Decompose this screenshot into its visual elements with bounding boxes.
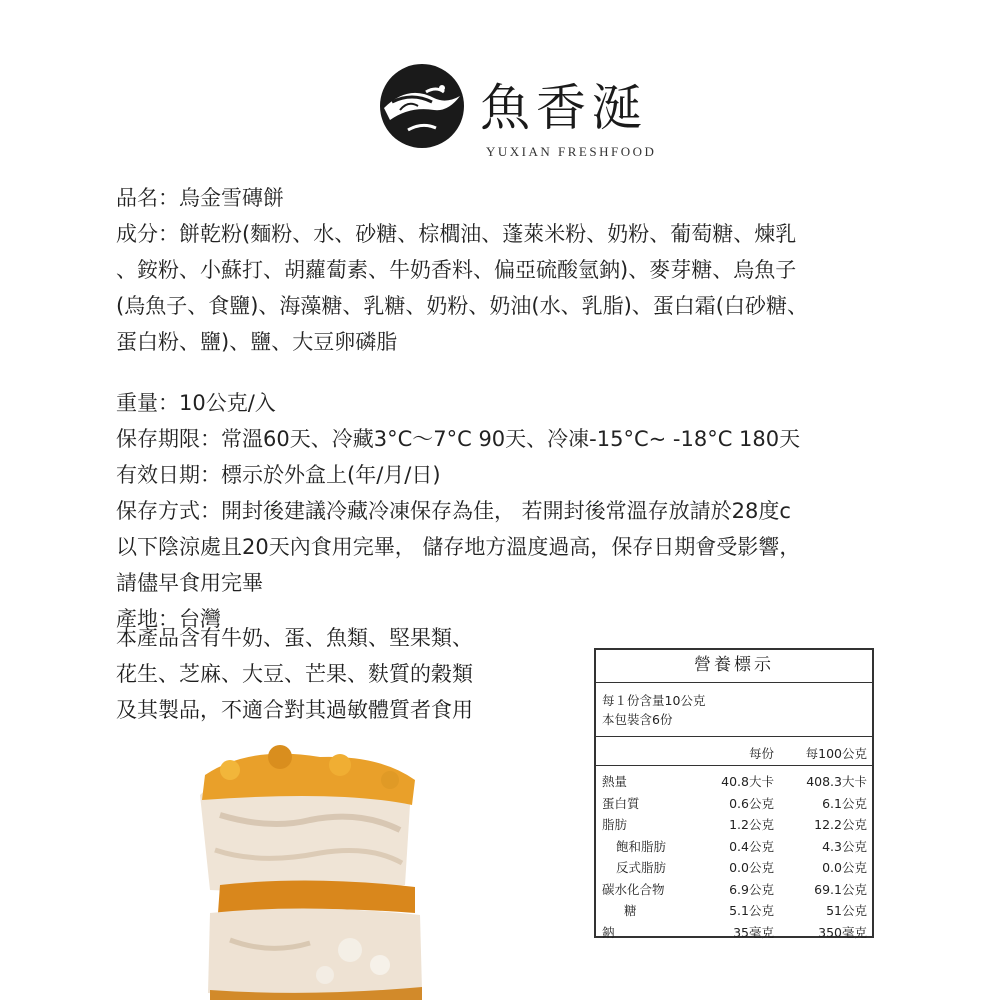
table-row	[596, 854, 872, 876]
table-row	[596, 876, 872, 898]
nutrient-name: 碳水化合物	[602, 881, 665, 897]
storage-info-block	[116, 385, 800, 637]
fish-emblem-icon	[378, 62, 466, 150]
nutrient-name: 反式脂肪	[616, 860, 667, 875]
nutrient-name: 熱量	[602, 774, 628, 789]
brand-logo	[378, 62, 678, 162]
nutrient-per: 0.6公克	[729, 795, 774, 811]
storage-line: 保存方式：開封後建議冷藏冷凍保存為佳， 若開封後常溫存放請於28度c	[116, 499, 791, 523]
servings-per-package: 本包裝含6份	[602, 712, 673, 727]
col-per-100g: 每100公克	[805, 746, 867, 761]
nutrient-per100: 69.1公克	[814, 881, 867, 897]
nutrient-per100: 6.1公克	[822, 795, 867, 811]
nutrition-table	[594, 648, 874, 938]
table-row	[596, 768, 872, 790]
storage-line: 請儘早食用完畢	[116, 571, 263, 595]
expiry-line: 有效日期：標示於外盒上(年/月/日)	[116, 463, 441, 487]
product-info-block	[116, 180, 808, 360]
nutrient-per: 1.2公克	[729, 817, 774, 832]
nutrient-per: 0.4公克	[729, 838, 774, 854]
nutrient-per100: 408.3大卡	[806, 774, 867, 789]
nutrient-per: 40.8大卡	[721, 774, 774, 789]
nutrient-name: 糖	[624, 903, 637, 918]
allergen-line: 花生、芝麻、大豆、芒果、麩質的穀類	[116, 662, 473, 686]
nutrient-per100: 0.0公克	[822, 860, 867, 875]
nutrient-name: 飽和脂肪	[616, 838, 667, 854]
allergen-block	[116, 620, 473, 728]
nutrition-serving	[596, 683, 872, 737]
brand-name: 魚香涎	[480, 79, 648, 137]
shelf-life-line: 保存期限：常溫60天、冷藏3°C～7°C 90天、冷凍-15°C~ -18°C 180天	[116, 427, 801, 451]
nutrient-per: 0.0公克	[729, 860, 774, 875]
table-row	[596, 897, 872, 919]
col-per-serving: 每份	[748, 746, 774, 761]
nutrition-rows	[596, 766, 872, 940]
nutrient-per100: 350毫克	[818, 924, 867, 940]
product-name-line: 品名：烏金雪磚餅	[116, 186, 284, 210]
nutrition-header	[596, 737, 872, 766]
table-row	[596, 919, 872, 941]
ingredients-line: 、銨粉、小蘇打、胡蘿蔔素、牛奶香料、偏亞硫酸氫鈉)、麥芽糖、烏魚子	[116, 258, 797, 282]
allergen-line: 及其製品，不適合對其過敏體質者食用	[116, 698, 473, 722]
nutrient-per100: 51公克	[826, 903, 867, 918]
nutrient-name: 脂肪	[602, 817, 628, 832]
brand-subtitle: YUXIAN FRESHFOOD	[486, 144, 657, 159]
nutrient-name: 蛋白質	[602, 795, 640, 811]
ingredients-line: 成分：餅乾粉(麵粉、水、砂糖、棕櫚油、蓬萊米粉、奶粉、葡萄糖、煉乳	[116, 222, 797, 246]
ingredients-line: 蛋白粉、鹽)、鹽、大豆卵磷脂	[116, 330, 398, 354]
nutrient-per100: 12.2公克	[814, 817, 867, 832]
storage-line: 以下陰涼處且20天內食用完畢， 儲存地方溫度過高，保存日期會受影響，	[116, 535, 801, 559]
nutrition-title: 營養標示	[596, 650, 872, 683]
allergen-line: 本產品含有牛奶、蛋、魚類、堅果類、	[116, 626, 473, 650]
nutrient-per100: 4.3公克	[822, 838, 867, 854]
table-row	[596, 790, 872, 812]
weight-line: 重量：10公克/入	[116, 391, 276, 415]
table-row	[596, 833, 872, 855]
origin-line: 產地：台灣	[116, 607, 221, 631]
table-row	[596, 811, 872, 833]
ingredients-line: (烏魚子、食鹽)、海藻糖、乳糖、奶粉、奶油(水、乳脂)、蛋白霜(白砂糖、	[116, 294, 808, 318]
serving-size: 每１份含量10公克	[602, 693, 706, 708]
nutrient-name: 鈉	[602, 924, 615, 940]
nutrient-per: 5.1公克	[729, 903, 774, 918]
nutrient-per: 6.9公克	[729, 881, 774, 897]
product-photo	[190, 735, 460, 1000]
nutrient-per: 35毫克	[733, 924, 774, 940]
